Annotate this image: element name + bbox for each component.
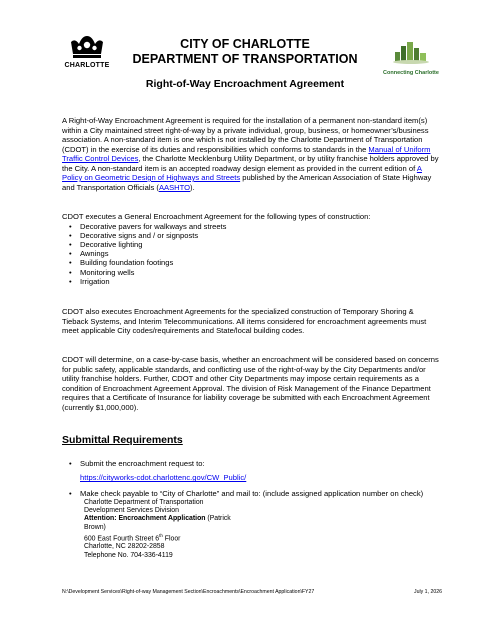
page-footer <box>62 589 442 595</box>
cityworks-portal-link[interactable]: https://cityworks-cdot.charlottenc.gov/CW_Public/ <box>80 473 247 483</box>
list-item: • Building foundation footings <box>62 258 442 267</box>
address-attention <box>84 515 442 523</box>
address-line: Charlotte Department of Transportation <box>84 498 204 506</box>
footer-file-path: N:\Development Services\Right-of-way Management Section\Encroachments\Encroachment Application\FY27 <box>62 589 315 595</box>
attention-label: Attention: Encroachment Application <box>84 515 206 523</box>
connecting-charlotte-logo <box>382 40 440 76</box>
footer-date: July 1, 2026 <box>414 589 442 595</box>
aashto-link[interactable]: AASHTO <box>158 182 191 192</box>
check-payable-text: Make check payable to “City of Charlotte” and mail to: (include assigned application number on check) <box>80 489 424 499</box>
list-item: • Decorative signs and / or signposts <box>62 231 442 240</box>
construction-types-section <box>62 212 442 286</box>
list-item <box>62 459 442 482</box>
determination-text: CDOT will determine, on a case-by-case basis, whether an encroachment will be considered based on concerns for public safety, applicable standards, and conflicting use of the right-of-way by the City Departments and/or utility franchise holders. Further, CDOT and other City Departments may impose certain requirements as a condition of Encroachment Agreement Approval. The division of Risk Management of the Finance Department requires that a Certificate of Insurance for liability coverage be submitted with each Encroachment Agreement (currently $1,000,000). <box>62 355 439 412</box>
submittal-section <box>62 459 442 560</box>
skyline-icon <box>391 40 431 64</box>
intro-text-1: A Right-of-Way Encroachment Agreement is required for the installation of a permanent non-standard item(s) within a City maintained street right-of-way by a private individual, group, business, or homeowner’s/business association. A non-standard item is one which is not installed by the Charlotte Department of Transportation (CDOT) in the exercise of its duties and responsibilities which conforms to standards in the <box>62 116 429 154</box>
specialized-paragraph <box>62 307 442 336</box>
crown-icon <box>69 34 105 60</box>
intro-text-4: ). <box>190 182 195 192</box>
intro-text-2: , the Charlotte Mecklenburg Utility Department, or by utility franchise holders approved by the City. A non-standard item is an accepted roadway design element as provided in the current edition of <box>62 154 439 173</box>
list-item <box>62 489 442 498</box>
determination-paragraph <box>62 355 442 412</box>
submittal-heading: Submittal Requirements <box>62 434 183 446</box>
city-title: CITY OF CHARLOTTE <box>180 37 310 51</box>
geometric-design-policy-link[interactable]: A Policy on Geometric Design of Highways and Streets <box>62 163 422 182</box>
street-floor: Floor <box>162 535 181 543</box>
list-item: • Monitoring wells <box>62 268 442 277</box>
street-text: 600 East Fourth Street 6 <box>84 535 160 543</box>
submittal-list <box>62 459 442 499</box>
address-phone: Telephone No. 704-336-4119 <box>84 551 173 559</box>
street-ordinal: th <box>159 532 163 538</box>
department-title: DEPARTMENT OF TRANSPORTATION <box>132 52 358 66</box>
construction-intro: CDOT executes a General Encroachment Agreement for the following types of construction: <box>62 212 371 221</box>
mailing-address <box>84 499 442 560</box>
document-title: Right-of-Way Encroachment Agreement <box>145 78 345 90</box>
logo-left-label: CHARLOTTE <box>64 62 110 69</box>
address-line: Brown) <box>84 523 106 531</box>
address-street <box>84 532 442 544</box>
intro-paragraph <box>62 116 442 192</box>
list-item: • Irrigation <box>62 277 442 286</box>
intro-text-3: published by the American Association of State Highway and Transportation Officials ( <box>62 173 432 192</box>
list-item: • Awnings <box>62 249 442 258</box>
list-item: • Decorative lighting <box>62 240 442 249</box>
charlotte-crown-logo <box>62 34 112 69</box>
construction-types-list <box>62 222 442 286</box>
address-line: Charlotte, NC 28202-2858 <box>84 543 165 551</box>
attention-contact: (Patrick <box>205 515 231 523</box>
submit-request-text: Submit the encroachment request to: <box>80 459 205 468</box>
address-line: Development Services Division <box>84 506 179 514</box>
mutcd-link[interactable]: Manual of Uniform Traffic Control Devices <box>62 144 431 163</box>
list-item: • Decorative pavers for walkways and streets <box>62 222 442 231</box>
specialized-text: CDOT also executes Encroachment Agreements for the specialized construction of Temporary Shoring & Tieback Systems, and Interim Telecommunications. All items considered for encroachment agreements must meet applicable City codes/requirements and State/local building codes. <box>62 307 427 335</box>
logo-right-label: Connecting Charlotte <box>383 70 439 76</box>
